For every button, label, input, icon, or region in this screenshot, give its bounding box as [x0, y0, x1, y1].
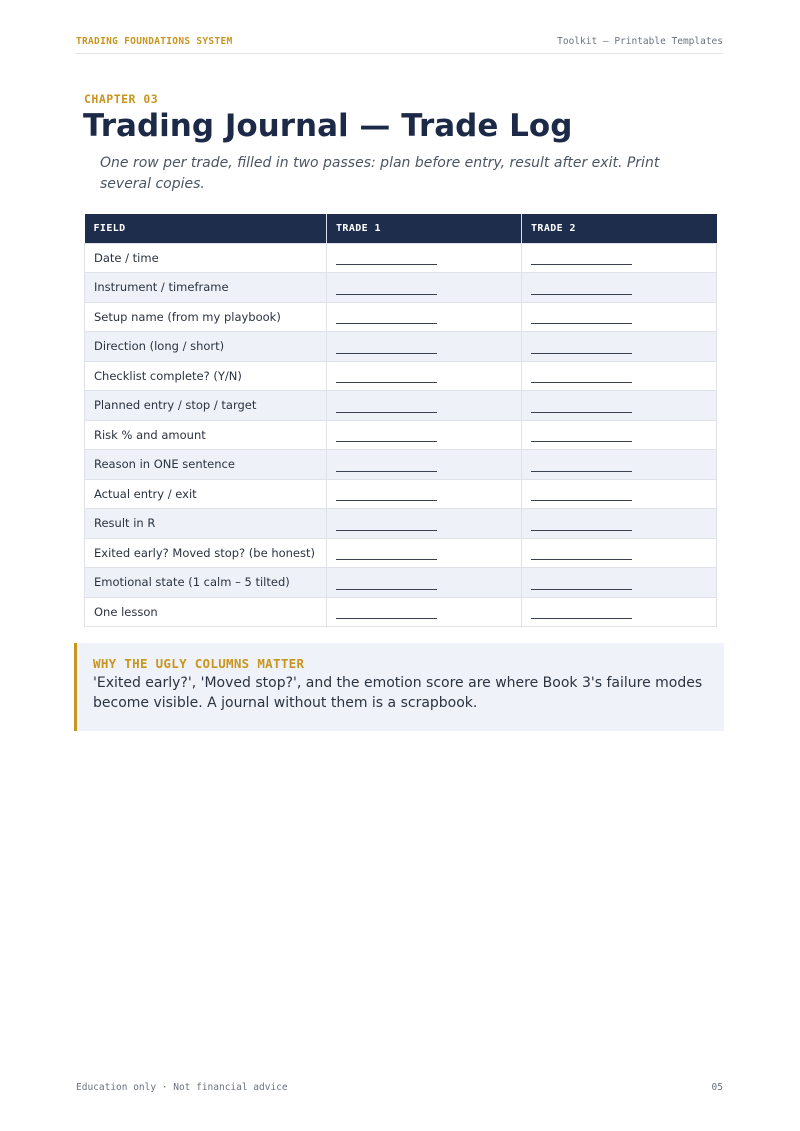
table-row [85, 509, 717, 539]
write-in-line [531, 412, 632, 413]
write-in-line [336, 589, 437, 590]
page-subtitle: One row per trade, filled in two passes: plan before entry, result after exit. Print several copies. [100, 155, 660, 192]
field-label: Risk % and amount [85, 420, 327, 450]
table-body [85, 243, 717, 627]
field-label: Actual entry / exit [85, 479, 327, 509]
page-number: 05 [711, 1082, 723, 1093]
trade-2-blank-cell[interactable] [522, 391, 717, 421]
trade-1-blank-cell[interactable] [327, 273, 522, 303]
trade-2-blank-cell[interactable] [522, 479, 717, 509]
brand-label: TRADING FOUNDATIONS SYSTEM [76, 36, 233, 47]
trade-1-blank-cell[interactable] [327, 391, 522, 421]
table-row [85, 420, 717, 450]
field-label: Result in R [85, 509, 327, 539]
write-in-line [531, 559, 632, 560]
trade-2-blank-cell[interactable] [522, 243, 717, 273]
trade-log-table [84, 214, 717, 627]
callout-body: 'Exited early?', 'Moved stop?', and the emotion score are where Book 3's failure modes become visible. A journal without them is a scrapbook. [93, 675, 703, 711]
field-label: One lesson [85, 597, 327, 627]
trade-1-blank-cell[interactable] [327, 509, 522, 539]
write-in-line [531, 264, 632, 265]
write-in-line [336, 412, 437, 413]
write-in-line [531, 471, 632, 472]
footer-disclaimer: Education only · Not financial advice [76, 1082, 288, 1093]
field-label: Emotional state (1 calm – 5 tilted) [85, 568, 327, 598]
trade-2-blank-cell[interactable] [522, 420, 717, 450]
write-in-line [336, 559, 437, 560]
table-row [85, 361, 717, 391]
trade-1-blank-cell[interactable] [327, 450, 522, 480]
trade-2-blank-cell[interactable] [522, 509, 717, 539]
trade-1-blank-cell[interactable] [327, 243, 522, 273]
trade-1-blank-cell[interactable] [327, 538, 522, 568]
field-label: Direction (long / short) [85, 332, 327, 362]
column-header-field: FIELD [85, 214, 327, 243]
trade-2-blank-cell[interactable] [522, 450, 717, 480]
write-in-line [531, 589, 632, 590]
trade-1-blank-cell[interactable] [327, 479, 522, 509]
trade-2-blank-cell[interactable] [522, 332, 717, 362]
field-label: Reason in ONE sentence [85, 450, 327, 480]
table-header-row [85, 214, 717, 243]
column-header-trade-1: TRADE 1 [327, 214, 522, 243]
page-footer [76, 1082, 723, 1093]
table-row [85, 391, 717, 421]
trade-2-blank-cell[interactable] [522, 597, 717, 627]
trade-1-blank-cell[interactable] [327, 420, 522, 450]
write-in-line [531, 353, 632, 354]
page-title: Trading Journal — Trade Log [83, 108, 573, 144]
trade-2-blank-cell[interactable] [522, 568, 717, 598]
write-in-line [531, 530, 632, 531]
write-in-line [531, 294, 632, 295]
write-in-line [531, 618, 632, 619]
trade-2-blank-cell[interactable] [522, 538, 717, 568]
write-in-line [531, 441, 632, 442]
write-in-line [336, 382, 437, 383]
trade-1-blank-cell[interactable] [327, 302, 522, 332]
field-label: Instrument / timeframe [85, 273, 327, 303]
write-in-line [531, 500, 632, 501]
write-in-line [531, 382, 632, 383]
trade-2-blank-cell[interactable] [522, 361, 717, 391]
write-in-line [336, 530, 437, 531]
write-in-line [336, 264, 437, 265]
table-row [85, 597, 717, 627]
field-label: Exited early? Moved stop? (be honest) [85, 538, 327, 568]
page-header [76, 36, 723, 54]
table-row [85, 568, 717, 598]
table-row [85, 479, 717, 509]
table-row [85, 243, 717, 273]
trade-2-blank-cell[interactable] [522, 302, 717, 332]
table-row [85, 538, 717, 568]
write-in-line [336, 471, 437, 472]
write-in-line [336, 441, 437, 442]
callout-box [74, 643, 724, 731]
write-in-line [336, 618, 437, 619]
field-label: Setup name (from my playbook) [85, 302, 327, 332]
write-in-line [336, 294, 437, 295]
callout-title: WHY THE UGLY COLUMNS MATTER [93, 656, 305, 671]
field-label: Date / time [85, 243, 327, 273]
trade-1-blank-cell[interactable] [327, 361, 522, 391]
trade-1-blank-cell[interactable] [327, 568, 522, 598]
trade-2-blank-cell[interactable] [522, 273, 717, 303]
write-in-line [336, 323, 437, 324]
table-row [85, 302, 717, 332]
chapter-label: CHAPTER 03 [84, 92, 159, 106]
write-in-line [531, 323, 632, 324]
table-row [85, 332, 717, 362]
table-row [85, 273, 717, 303]
trade-1-blank-cell[interactable] [327, 332, 522, 362]
write-in-line [336, 353, 437, 354]
section-label: Toolkit — Printable Templates [557, 36, 723, 47]
write-in-line [336, 500, 437, 501]
trade-1-blank-cell[interactable] [327, 597, 522, 627]
field-label: Checklist complete? (Y/N) [85, 361, 327, 391]
table-row [85, 450, 717, 480]
column-header-trade-2: TRADE 2 [522, 214, 717, 243]
field-label: Planned entry / stop / target [85, 391, 327, 421]
